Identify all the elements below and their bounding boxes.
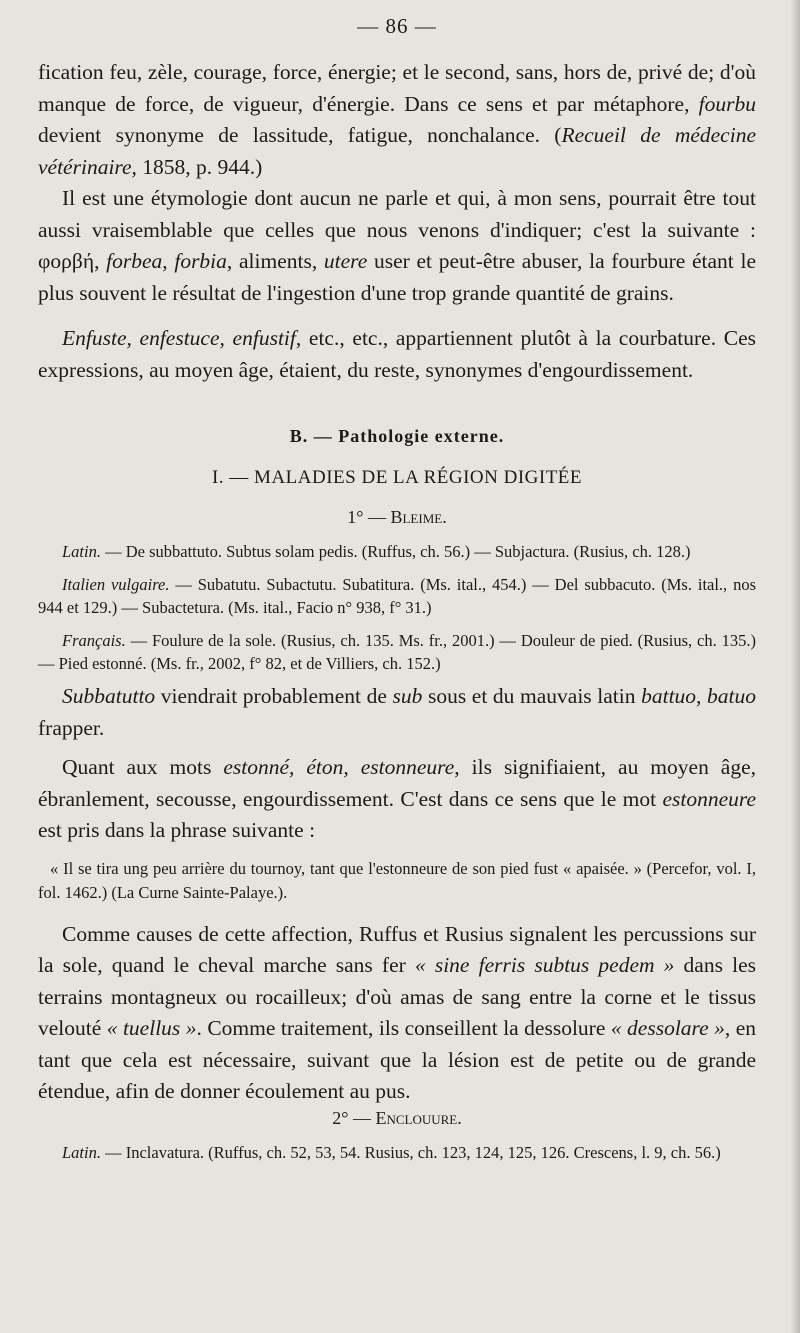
paragraph-causes-traitement: Comme causes de cette affection, Ruffus et Rusius signalent les percussions sur la sole, quand le cheval marche sans fer « sine ferris subtus pedem » dans les terrains montagneux ou rocailleux; d'où amas de sang entre la corne et le tissus velouté « tuellus ». Comme traitement, ils conseillent la dessolure « dessolare », en tant que cela est nécessaire, suivant que la lésion est de petite ou de grande étendue, afin de donner écoulement au pus. (38, 921, 756, 1103)
subheading-enclouure: 2° — Enclouure. (332, 1107, 462, 1128)
paragraph-estonneure: Quant aux mots estonné, éton, estonneure, ils signifiaient, au moyen âge, ébranlement, secousse, engourdissement. C'est dans ce sens que le mot estonneure est pris dans la phrase suivante : (38, 755, 757, 842)
subheading-bleime: 1° — Bleime. (347, 507, 447, 527)
quotation-percefor: « Il se tira ung peu arrière du tournoy, tant que l'estonneure de son pied fust « apaisée. » (Percefor, vol. I, fol. 1462.) (La Curne Sainte-Palaye.). (38, 858, 756, 902)
paragraph-enfuste: Enfuste, enfestuce, enfustif, etc., etc., appartiennent plutôt à la courbature. Ces expressions, au moyen âge, étaient, du reste, synonymes d'engourdissement. (38, 326, 756, 382)
entry-latin-bleime: Latin. — De subbattuto. Subtus solam pedis. (Ruffus, ch. 56.) — Subjactura. (Rusius, ch. 128.) (62, 542, 691, 561)
section-heading-pathologie: B. — Pathologie externe. (289, 426, 505, 446)
paragraph-subbatutto: Subbatutto viendrait probablement de sub sous et du mauvais latin battuo, batuo frapper. (38, 684, 756, 740)
entry-italien-bleime: Italien vulgaire. — Subatutu. Subactutu. Subatitura. (Ms. ital., 454.) — Del subbacuto. (Ms. ital., nos 944 et 129.) — Subactetura. (Ms. ital., Facio n° 938, f° 31.) (38, 575, 756, 617)
page-edge-shadow (790, 0, 800, 1333)
chapter-heading-region-digitee: I. — MALADIES DE LA RÉGION DIGITÉE (211, 467, 583, 488)
entry-latin-enclouure: Latin. — Inclavatura. (Ruffus, ch. 52, 53, 54. Rusius, ch. 123, 124, 125, 126. Crescens, l. 9, ch. 56.) (62, 1142, 721, 1162)
entry-francais-bleime: Français. — Foulure de la sole. (Rusius, ch. 135. Ms. fr., 2001.) — Douleur de pied. (Rusius, ch. 135.) — Pied estonné. (Ms. fr., 2002, f° 82, et de Villiers, ch. 152.) (38, 631, 756, 673)
paragraph-fourbu-metaphor: fication feu, zèle, courage, force, énergie; et le second, sans, hors de, privé de; d'où manque de force, de vigueur, d'énergie. Dans ce sens et par métaphore, fourbu devient synonyme de lassitude, fatigue, nonchalance. (Recueil de médecine vétérinaire, 1858, p. 944.) (38, 60, 756, 179)
page-number: — 86 — (357, 14, 437, 38)
paragraph-etymology: Il est une étymologie dont aucun ne parle et qui, à mon sens, pourrait être tout aussi vraisemblable que celles que nous venons d'indiquer; c'est la suivante : φορβή, forbea, forbia, aliments, utere user et peut-être abuser, la fourbure étant le plus souvent le résultat de l'ingestion d'une trop grande quantité de grains. (38, 186, 756, 305)
